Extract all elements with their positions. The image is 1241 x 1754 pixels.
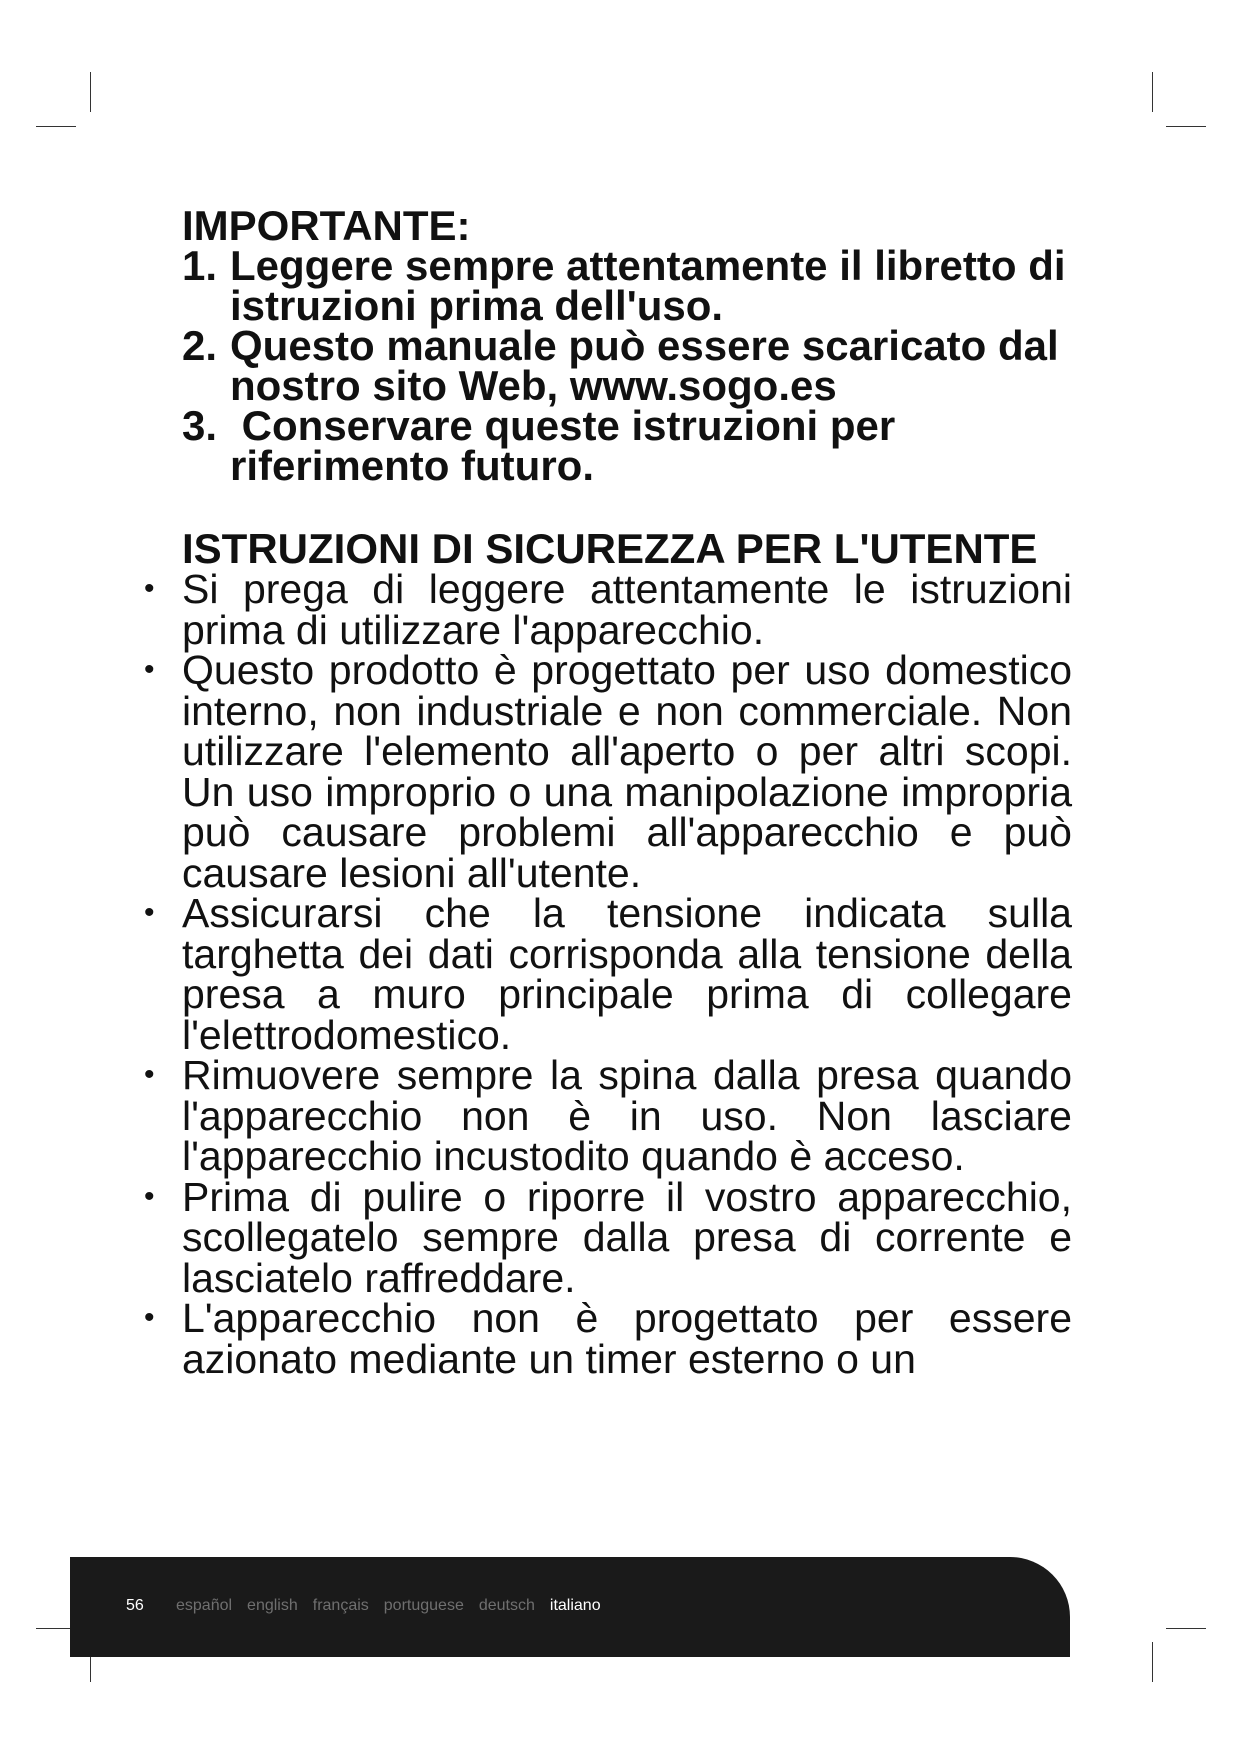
- language-label-en: english: [247, 1597, 298, 1614]
- safety-item-text: Prima di pulire o riporre il vostro apparecchio, scollegatelo sempre dalla presa di corrente e lasciatelo raffreddare.: [182, 1173, 1072, 1301]
- page-number: 56: [126, 1597, 144, 1614]
- bullet-icon: •: [144, 1301, 155, 1334]
- important-list: [182, 242, 1072, 489]
- item-number: 1.: [182, 242, 218, 289]
- crop-mark: [90, 72, 91, 112]
- crop-mark: [36, 126, 76, 127]
- item-text: Conservare queste istruzioni per riferimento futuro.: [230, 402, 907, 489]
- safety-item-text: L'apparecchio non è progettato per essere azionato mediante un timer esterno o un: [182, 1295, 1072, 1382]
- important-item: [182, 402, 1072, 489]
- important-item: [182, 322, 1072, 409]
- item-text: Questo manuale può essere scaricato dal nostro sito Web, www.sogo.es: [230, 322, 1059, 409]
- language-label-pt: portuguese: [383, 1597, 464, 1614]
- safety-item-text: Questo prodotto è progettato per uso domestico interno, non industriale e non commerciale. Non utilizzare l'elemento all'aperto o per altri scopi. Un uso improprio o una manipolazione impropria può causare problemi all'apparecchio e può causare lesioni all'utente.: [182, 647, 1072, 896]
- language-label-es: español: [176, 1597, 233, 1614]
- item-number: 3.: [182, 402, 218, 449]
- safety-item: [144, 890, 1072, 1058]
- safety-item: [144, 647, 1072, 896]
- language-label-it-active: italiano: [549, 1597, 601, 1614]
- safety-item-text: Si prega di leggere attentamente le istruzioni prima di utilizzare l'apparecchio.: [182, 566, 1072, 653]
- safety-item: [144, 1052, 1072, 1179]
- item-number: 2.: [182, 322, 218, 369]
- safety-list: [144, 566, 1072, 1382]
- language-label-de: deutsch: [478, 1597, 535, 1614]
- important-item: [182, 242, 1072, 329]
- safety-item: [144, 566, 1072, 653]
- safety-item-text: Assicurarsi che la tensione indicata sulla targhetta dei dati corrisponda alla tensione della presa a muro principale prima di collegare l'elettrodomestico.: [182, 890, 1072, 1058]
- crop-mark: [1166, 126, 1206, 127]
- item-text: Leggere sempre attentamente il libretto di istruzioni prima dell'uso.: [230, 242, 1066, 329]
- bullet-icon: •: [144, 1179, 155, 1213]
- safety-item-text: Rimuovere sempre la spina dalla presa quando l'apparecchio non è in uso. Non lasciare l'apparecchio incustodito quando è acceso.: [182, 1052, 1072, 1179]
- important-section: [182, 202, 1072, 489]
- crop-mark: [1166, 1628, 1206, 1629]
- safety-item: [144, 1173, 1072, 1301]
- crop-mark: [1152, 1642, 1153, 1682]
- safety-item: [144, 1295, 1072, 1382]
- language-label-fr: français: [312, 1597, 369, 1614]
- important-heading: IMPORTANTE:: [182, 202, 471, 249]
- bullet-icon: •: [144, 653, 155, 686]
- bullet-icon: •: [144, 572, 155, 605]
- page-footer: [70, 1557, 1070, 1657]
- bullet-icon: •: [144, 896, 155, 929]
- safety-heading: ISTRUZIONI DI SICUREZZA PER L'UTENTE: [182, 525, 1038, 572]
- safety-section: [144, 525, 1072, 1382]
- crop-mark: [1152, 72, 1153, 112]
- bullet-icon: •: [144, 1058, 155, 1091]
- language-bar: [176, 1597, 601, 1615]
- manual-page-content: [144, 202, 1072, 1382]
